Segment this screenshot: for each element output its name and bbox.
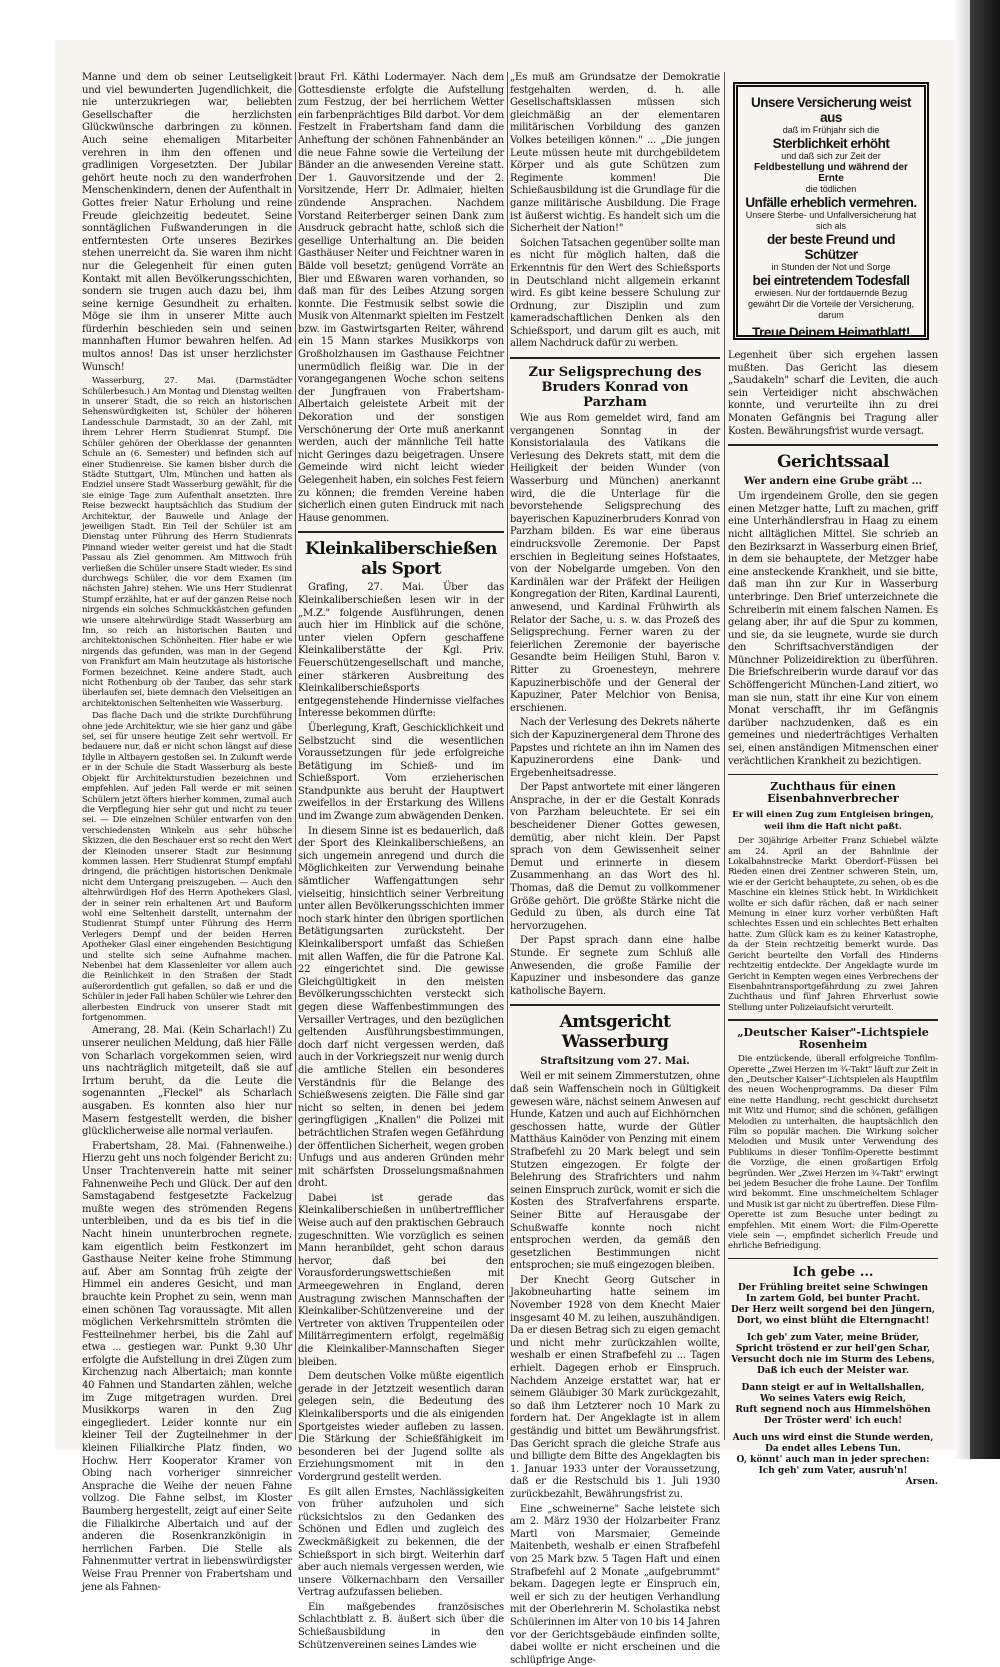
poem-line: Ich geh' zum Vater, ausruh'n! [758,1465,908,1476]
poem-line: In zartem Gold, bei bunter Pracht. [745,1293,921,1304]
ad-line: Unfälle erheblich vermehren. [745,195,917,210]
poem-line: Da endet alles Lebens Tun. [765,1443,901,1454]
article-paragraph: Grafing, 27. Mai. Über das Kleinkaliberschießen lesen wir in der „M.Z." folgende Ausführungen, denen auch hier im Hinblick auf die schöne, unter vielen Opfern geschaffene Kleinkaliberstätte der Kgl. Priv. Feuerschützengesellschaft und manche, einer stärkeren Ausbreitung des Kleinkaliberschießsports entgegenstehende Hindernisse vielfaches Interesse bekommen dürfte: [298,582,504,720]
column-rule [295,72,296,1440]
ad-line: erwiesen. Nur der fortdauernde Bezug gewährt Dir die Vorteile der Versicherung, darum [747,288,915,320]
column-4 [728,350,938,1487]
poem-line: Dann steigt er auf in Weltallshallen, [741,1382,925,1393]
section-divider [728,444,938,446]
column-2 [298,72,504,1651]
article-paragraph: Wie aus Rom gemeldet wird, fand am vergangenen Sonntag in der Konsistorialaula des Vatikans die Verlesung des Dekrets statt, mit dem die Heiligkeit der beiden Wunder (von Wasserburg und München) anerkannt wird, die die Unterlage für die bevorstehende Seligsprechung des bayerischen Kapuzinerbruders Konrad von Parzham bilden. Es war eine überaus eindrucksvolle Zeremonie. Der Papst erschien in Begleitung seines Hofstaates, von der Nobelgarde umgeben. Von den Kardinälen war der Präfekt der Heiligen Kongregation der Riten, Kardinal Laurenti, anwesend, und Kardinal Frühwirth als Relator der Sache, u. s. w. das Prozeß des Seligsprechung. Ferner waren zu der feierlichen Zeremonie der bayerische Gesandte beim Heiligen Stuhl, Baron v. Ritter zu Groenesteyn, mehrere Kapuzinerbischöfe und der General der Kapuziner, Pater Melchior von Benisa, erschienen. [510,413,720,714]
article-paragraph: Der 30jährige Arbeiter Franz Schiebel wälzte am 24. April an der Bahnlinie der Lokalbahnstrecke Markt Oberdorf–Füssen bei Rieden einen drei Zentner schweren Stein, um, wie er der Gericht behauptete, zu sehen, ob es die Maschine ein kleines Stück hebt. In Wirklichkeit wollte er sich dafür rächen, daß er nach seiner Meinung in einer kurz vorher verbüßten Haft schlechtes Essen und ein schlechtes Bett erhalten hatte. Zum Glück kam es zu keiner Katastrophe, da der Stein rechtzeitig bemerkt wurde. Das Gericht beurteilte den Vorfall des Hinderns rechtzeitig entdeckte. Der Angeklagte wurde im Gericht in Kempten wegen eines Verbrechens der Eisenbahntransportgefährdung zu zwei Jahren Zuchthaus und fünf Jahren Ehrverlust sowie Stellung unter Polizeiaufsicht verurteilt. [728,836,938,1013]
poem-line: Spricht tröstend er zur heil'gen Schar, [735,1343,931,1354]
article-paragraph: Der Papst antwortete mit einer längeren Ansprache, in der er die Gestalt Konrads von Parzham beleuchtete. Er sei ein bescheidener Diener Gottes gewesen, demütig, aber nicht klein. Der Papst sprach von dem Gewissenheit seiner Demut und erinnerte in diesem Zusammenhang an das Wort des hl. Thomas, daß die Demut zu vollkommener Größe gehört. Die größte Stärke nicht die Geduld zu üben, als durch eine Tat hervorzugehen. [510,782,720,932]
article-paragraph: Um irgendeinem Grolle, den sie gegen einen Metzger hatte, Luft zu machen, griff eine Unterhändlersfrau in Haag zu einem nicht alltäglichen Mittel. Sie schrieb an den Bezirksarzt in Wasserburg einen Brief, in dem sie behauptete, der Metzger habe eine ansteckende Krankheit, und sie bitte, daß man ihn zur Kur in Wasserburg unterbringe. Den Brief unterzeichnete die Schreiberin mit einem falschen Namen. Es gelang aber, ihr auf die Spur zu kommen, und sie, da sie leugnete, wurde sie durch den Schriftsachverständigen der Münchner Polizeidirektion zu überführen. Die Briefschreiberin wurde darauf vor das Schöffengericht München-Land zitiert, wo man sie nun, statt ihr eine Kur von einem Monat verschafft, ihr im Gefängnis darüber nachzudenken, daß es ein gemeines und niederträchtiges Verhalten sei, einen anständigen Mitmenschen einer verächtlichen Krankheit zu bezichtigen. [728,491,938,767]
poem-line: Der Tröster werd' ich euch! [763,1415,903,1426]
ad-line: daß im Frühjahr sich die [782,125,880,135]
article-paragraph: Solchen Tatsachen gegenüber sollte man es nicht für möglich halten, daß die Erkenntnis für den Wert des Schießsports in Deutschland nicht allgemein erkannt wird. Es gibt keine bessere Schulung zur Ordnung, zur Disziplin und zum kameradschaftlichen Denken als den Schießsport, und darum gilt es auch, mit allem Nachdruck dafür zu werben. [510,237,720,350]
article-paragraph: Dabei ist gerade das Kleinkaliberschießen in unübertrefflicher Weise auch auf den praktischen Gebrauch zugeschnitten. Wie vorzüglich es seinen Mann heranbildet, geht schon daraus hervor, daß bei den Vorausforderungswettschießen mit Armeegewehren in England, deren Austragung zwischen Mannschaften der Kleinkaliber-Schützenvereine und der Vertreter von aktiven Truppenteilen oder Militärregimentern erfolgt, regelmäßig die Kleinkaliber-Mannschaften Sieger bleiben. [298,1192,504,1368]
article-paragraph: Legenheit über sich ergehen lassen mußten. Das Gericht las diesem „Saudakeln" scharf die Leviten, die auch sein Verteidiger nicht abschwächen konnte, und verurteilte ihn zu drei Monaten Gefängnis bei Tragung aller Kosten. Bewährungsfrist wurde versagt. [728,350,938,437]
headline-amtsgericht: Amtsgericht Wasserburg [559,1012,671,1053]
poem-line: Daß ich euch der Meister war. [756,1365,910,1376]
poem-line: Dort, wo einst blüht die Elterngnacht! [736,1315,930,1326]
article-paragraph: Der Papst sprach dann eine halbe Stunde. Er segnete zum Schluß alle Anwesenden, die große Familie der Kapuziner und insbesondere das ganze katholische Bayern. [510,935,720,997]
poem-line: Ich geb' zum Vater, meine Brüder, [746,1332,920,1343]
headline-seligsprechung: Zur Seligsprechung des Bruders Konrad von Parzham [528,365,702,411]
section-divider [728,1258,938,1259]
ad-line: die tödlichen [805,184,857,194]
ad-line: und daß sich zur Zeit der [781,151,881,161]
section-divider [728,774,938,775]
poem [728,1283,938,1487]
article-paragraph: braut Frl. Käthi Lodermayer. Nach dem Gottesdienste erfolgte die Aufstellung zum Festzug, der bei herrlichem Wetter ein farbenprächtiges Bild darbot. Vor dem Festzelt in Frabertsham fand dann die Anheftung der schönen Fahnenbänder an die neue Fahne sowie die Verteilung der Bänder an die anwesenden Vereine statt. Der 1. Gauvorsitzende und der 2. Vorsitzende, Herr Dr. Adlmaier, hielten zündende Ansprachen. Nachdem Vorstand Reiterberger seinen Dank zum Ausdruck gebracht hatte, schloß sich die gesellige Unterhaltung an. Die beiden Gasthäuser Neiter und Feichtner waren in Bälde voll besetzt; genügend Vorräte an Bier und Eßwaren waren vorhanden, so daß man für des Leibes Atzung sorgen konnte. Die Festmusik selbst sowie die Musik von Altenmarkt spielten im Festzelt bzw. im Gastwirtsgarten Reiter, während ein 15 Mann starkes Musikkorps von Großholzhausen im Gasthause Feichtner unermüdlich fleißig war. Die in der vorangegangenen Woche schon seitens der Jungfrauen von Frabertsham-Albertaich geleistete Arbeit mit der Dekoration und der sonstigen Verschönerung der Orte muß anerkannt werden, auch der männliche Teil hatte nicht Geringes dazu beigetragen. Unsere Gemeinde wird nicht leicht wieder Gelegenheit haben, ein solches Fest feiern zu können; die fremden Vereine haben sicherlich einen guten Eindruck mit nach Hause genommen. [298,72,504,524]
subheadline: Wer andern eine Grube gräbt ... [743,476,923,488]
section-divider [728,1019,938,1021]
headline-lichtspiele: „Deutscher Kaiser"-Lichtspiele Rosenheim [737,1026,929,1052]
column-1 [82,72,292,1593]
article-paragraph: In diesem Sinne ist es bedauerlich, daß der Sport des Kleinkaliberschießens, an sich ungemein anregend und durch die Möglichkeiten zur Verwendung beinahe sämtlicher Waffengattungen sehr vielseitig, hinsichtlich seiner Verbreitung unter allen Bevölkerungsschichten immer noch stark hinter den übrigen sportlichen Betätigungsarten zurücksteht. Der Kleinkalibersport umfaßt das Schießen mit allen Waffen, die für die Patrone Kal. 22 eingerichtet sind. Die gewisse Gleichgültigkeit in den meisten Bevölkerungsschichten versteckt sich gegen diese Waffenbestimmungen des Versailler Vertrages, und den bezüglichen geltenden Ausführungsbestimmungen, doch darf nicht vergessen werden, daß auch in der Vorkriegszeit nur wenig durch die amtliche Stellen ein besonderes Verständnis für die Belange des Schießwesens zeigten. Die Fälle sind gar nicht so selten, in denen bei jedem geringfügigen „Knallen" die Polizei mit beträchtlichen Strafen wegen Gefährdung der öffentlichen Sicherheit, wegen groben Unfugs und aus anderen Gründen mehr mit schärfsten Drosselungsmaßnahmen droht. [298,825,504,1190]
poem-line: Der Frühling breitet seine Schwingen [737,1282,929,1293]
poem-line: Wo seines Vaters ewig Reich, [759,1393,907,1404]
ad-line: Sterblichkeit erhöht [772,136,890,151]
column-rule [724,72,725,1440]
article-paragraph: Die entzückende, überall erfolgreiche Tonfilm-Operette „Zwei Herzen im ¾-Takt" läuft zur Zeit in den „Deutscher Kaiser"-Lichtspielen als Hauptfilm des neuen Wochenprogramms. Da dieser Film eine nette Handlung, recht geschickt durchsetzt mit Witz und Humor, sind die schönen, gefälligen Melodien zu unterhalten, die hauptsächlich den Film so populär machen. Die Wirkung solcher Melodien und Musik unter Verwendung des Publikums in dieser Tonfilm-Operette bestimmt die Vorzüge, die einen großartigen Erfolg begründen. Wer „Zwei Herzen im ¾-Takt" erwingt bei jedem Besucher die frohe Laune. Der Tonfilm wird bekommt. Eine unschmeicheltem Schlager und Musik ist gar nicht zu übertreffen. Diese Film-Operette ist zum Besuche unter bedingt zu empfehlen. Mit einem Wort: die Film-Operette viele sein —, empfindet sicherlich Freude und ehrliche Befriedigung. [728,1054,938,1252]
article-paragraph: Das flache Dach und die strikte Durchführung ohne jede Architektur, wie sie hier ganz und gäbe sei, sei für unsere heutige Zeit sehr wertvoll. Er bedauere nur, daß er nicht schon längst auf diese Idylle in Altbayern gestoßen sei. In Zukunft werde er in der Schule die Stadt Wasserburg als beste Objekt für Architekturstudien bezeichnen und empfehlen. Auf jeden Fall werde er mit seinen Schülern jetzt öfters hierher kommen, zumal auch die Verpflegung hier sehr gut und nicht zu teuer sei. — Die einzelnen Schüler entwarfen von den verschiedensten Winkeln aus sehr hübsche Skizzen, die den Beschauer erst so recht den Wert der Kleinoden unserer Stadt zur Besinnung kommen lassen. Herr Studienrat Stumpf empfahl dringend, die prächtigen historischen Denkmale nicht dem Untergang preiszugeben. — Auch den altehrwürdigen Hof des Herrn Apothekers Glasl, der in seiner rein erhaltenen Art und Bauform wohl eine Seltenheit darstellt, unternahm der Studienrat Stumpf unter Führung des Herrn Verlegers Dempf und der beiden Herren Apotheker Glasl einer eingehenden Besichtigung und stellte sich seine Aufnahme machen. Nebenbei hat dem Klassenleiter vor allem auch die Reinlichkeit in den Straßen der Stadt außerordentlich gut gefallen, so daß er und die Schüler in jeder Fall haben Schüler wie Lehrer den allerbesten Eindruck von unserer Stadt mit fortgenommen. [82,711,292,1024]
article-paragraph: Weil er mit seinem Zimmerstutzen, ohne daß sein Waffenschein noch in Gültigkeit gewesen wäre, nächst seinem Anwesen auf Hunde, Katzen und auch auf Eichhörnchen geschossen hatte, wurde der Gütler Matthäus Kainöder von Penzing mit einem Strafbefehl zu 20 Mark belegt und sein Stutzen eingezogen. Er folgte der Belehrung des Strafrichters und nahm seinen Einspruch zurück, womit er sich die Kosten des Strafverfahrens ersparte. Seiner Bitte auf Herausgabe der Schußwaffe konnte noch nicht entsprochen werden, da gemäß den gesetzlichen Bestimmungen nicht entsprochen; sie muß eingezogen bleiben. [510,1071,720,1272]
article-paragraph: Eine „schweinerne" Sache leistete sich am 2. März 1930 der Holzarbeiter Franz Martl von Marsmaier, Gemeinde Maitenbeth, weshalb er einen Strafbefehl von 25 Mark bzw. 5 Tagen Haft und einen Strafbefehl auf 2 Monate „aufgebrummt" bekam. Dagegen legte er Einspruch ein, weil er sich zu der heutigen Verhandlung mit der Oberlehrerin M. Scholastika nebst Schülerinnen im Alter von 10 bis 14 Jahren vor der Gerichtsgebäude einfinden sollte, dabei wollte er nicht erscheinen und die schlüpfrige Ange- [510,1503,720,1666]
subheadline: Er will einen Zug zum Entgleisen bringen, weil ihm die Haft nicht paßt. [732,810,934,833]
poem-line: O, könnt' auch man in jeder sprechen: [736,1454,930,1465]
ad-line: Feldbestellung und während der Ernte [754,162,908,184]
headline-kleinkaliber: Kleinkaliberschießen als Sport [305,539,497,580]
poem-line: Ruft segnend noch aus Himmelshöhen [735,1404,931,1415]
article-paragraph: Frabertsham, 28. Mai. (Fahnenweihe.) Hierzu geht uns noch folgender Bericht zu: Unser Trachtenverein hatte mit seiner Fahnenweihe Pech und Glück. Der auf den Samstagabend festgesetzte Fackelzug mußte wegen des strömenden Regens unterbleiben, und da es bis tief in die Nacht hinein ununterbrochen regnete, kam eigentlich beim Festkonzert im Gasthause Neiter keine frohe Stimmung auf. Aber am Sonntag früh zeigte der Himmel ein anderes Gesicht, und man brauchte kein Prophet zu sein, wenn man einen schönen Tag voraussagte. Mit allen möglichen Verkehrsmitteln strömten die Festteilnehmer herbei, bis die Zahl auf etwa ... gestiegen war. Punkt 9.30 Uhr erfolgte die Aufstellung in drei Zügen zum Kirchenzug nach Albertaich; man konnte 40 Fahnen und Standarten zählen, welche im Zuge mitgetragen wurden. Drei Musikkorps waren in den Zug eingegliedert. Leider konnte nur ein kleiner Teil der Zugteilnehmer in der kleinen Filialkirche Platz finden, wo Hochw. Herr Kooperator Kramer von Obing nach vorheriger sinnreicher Ansprache die Weihe der neuen Fahne vollzog. Die Fahne selbst, im Kloster Baumberg hergestellt, zeigt auf einer Seite die Filialkirche Albertaich und auf der anderen die Rosenkranzkönigin in herrlichen Farben. Die Stelle als Fahnenmutter vertrat in liebenswürdigster Weise Frau Prenner von Frabertsham und jene als Fahnen- [82,1140,292,1593]
ad-line: bei eintretendem Todesfall [752,273,910,288]
ad-line: in Stunden der Not und Sorge [771,262,891,272]
column-rule [507,72,508,1440]
headline-ich-gehe: Ich gebe ... [792,1264,874,1280]
section-divider [510,357,720,359]
article-paragraph: Wasserburg, 27. Mai. (Darmstädter Schülerbesuch.) Am Montag und Dienstag weilten in unserer Stadt, die so reich an historischen Sehenswürdigkeiten ist, Schüler der höheren Landesschule Darmstadt, 30 an der Zahl, mit ihrem Lehrer Herrn Studienrat Stumpf. Die Schüler gehören der Oberklasse der genannten Schule an (6. Semester) und befinden sich auf einer Studienreise. Sie kamen bisher durch die Städte Stuttgart, Ulm, München und hatten als Endziel unsere Stadt Wasserburg gewählt, für die sie einige Tage zum Aufenthalt ansetzten. Ihre Reise bezweckt hauptsächlich das Studium der Architektur, der Bauweile und Anlage der jeweiligen Stadt. Ein Teil der Schüler ist am Dienstag unter Führung des Herrn Studienrats Pinnand wieder weiter gereist und hat die Stadt Passau als Ziel genommen. Am Mittwoch früh verließen die Schüler unsere Stadt wieder. Es sind durchwegs Schüler, die vor dem Examen (im nächsten Jahre) stehen. Wie uns Herr Studienrat Stumpf erzählte, hat er auf der ganzen Reise noch nirgends ein solches Schmuckkästchen gefunden wie unsere altehrwürdige Stadt Wasserburg am Inn, so reich an historischen Bauten und architektonischen Schönheiten. Hier habe er wie nirgends das gefunden, was man in der Gegend von Frankfurt am Main heutzutage als historische Formen bezeichnet. Keine andere Stadt, auch nicht Rothenburg ob der Tauber, das sehr stark überlaufen sei, biete demnach den Vielseitigen an architektonischen Seltenheiten wie Wasserburg. [82,376,292,709]
ad-line: der beste Freund und Schützer [766,232,895,262]
article-paragraph: Ein maßgebendes französisches Schlachtblatt z. B. äußert sich über die Schießausbildung in den Schützenvereinen seines Landes wie [298,1601,504,1651]
article-paragraph: Überlegung, Kraft, Geschicklichkeit und Selbstzucht sind die wesentlichen Voraussetzungen für jede erfolgreiche Betätigung im Schieß- und im Schießsport. Vom erzieherischen Standpunkte aus beruht der Hauptwert zweifellos in der Erstarkung des Willens und im Zwange zum abwägenden Denken. [298,722,504,823]
section-divider [510,1004,720,1006]
subheadline: Straftsitzung vom 27. Mai. [540,1056,690,1068]
article-paragraph: Nach der Verlesung des Dekrets näherte sich der Kapuzinergeneral dem Throne des Papstes und richtete an ihn im Namen des Kapuzinerordens eine Dank- und Ergebenheitsadresse. [510,717,720,779]
section-divider [298,531,504,533]
article-paragraph: Manne und dem ob seiner Leutseligkeit und viel bewunderten Jugendlichkeit, die nie unterzukriegen war, beliebten Gesellschafter die herzlichsten Glückwünsche darbringen zu können. Auch seine ehemaligen Mitarbeiter verehren in ihm den offenen und gradlinigen Vorgesetzten. Der Jubilar gehört heute noch zu den wanderfrohen Menschenkindern, denen der Aufenthalt in Gottes freier Natur Erholung und reine Freude gleichzeitig bedeutet. Seine sonntäglichen Fußwanderungen in die entferntesten Orte unseres Bezirkes stehen unerreicht da. Sie waren ihm nicht nur die Gelegenheit für einen guten Kontakt mit allen Bevölkerungsschichten, sondern sie trugen auch dazu bei, ihm seine kernige Gesundheit zu erhalten. Möge sie ihm in unserer Mitte auch fürderhin beschieden sein und seinen mannhaften Humor bewahren helfen. Ad multos annos! Das ist unser herzlichster Wunsch! [82,72,292,373]
ad-line: Unsere Versicherung weist aus [750,95,912,125]
article-paragraph: Es gilt allen Ernstes, Nachlässigkeiten von früher aufzuholen und sich rücksichtslos zu den Gedanken des Schönen und Edlen und zugleich des Zweckmäßigkeit zu bekennen, die der Schießsport in sich birgt. Weiterhin darf aber auch niemals vergessen werden, wie unsere Völkernachbarn den Versailler Vertrag aufzufassen belieben. [298,1486,504,1599]
article-paragraph: Amerang, 28. Mai. (Kein Scharlach!) Zu unserer neulichen Meldung, daß hier Fälle von Scharlach vorgekommen seien, wird uns nachträglich mitgeteilt, daß sie auf Irrtum beruht, da die Leute die sogenannten „Fleckel" als Scharlach ausgaben. Es konnten also hier nur Masern festgestellt werden, die bisher glücklicherweise alle normal verlaufen. [82,1025,292,1138]
insurance-advertisement [733,82,929,340]
ad-line: Unsere Sterbe- und Unfallversicherung hat sich als [745,210,917,231]
headline-zuchthaus: Zuchthaus für einen Eisenbahnverbrecher [767,780,899,806]
ad-line: Treue Deinem Heimatblatt! [752,325,910,340]
poem-signature: Arsen. [905,1476,938,1487]
headline-gerichtssaal: Gerichtssaal [777,452,889,473]
article-paragraph: Dem deutschen Volke müßte eigentlich gerade in der Jetztzeit wesentlich daran gelegen sein, die Bedeutung des Kleinkalibersports und die als einigenden Sportgeistes wieder aufleben zu lassen. Die Stärkung der Schießfähigkeit im besonderen bei der Jugend sollte als Erziehungsmoment mit in den Vordergrund gestellt werden. [298,1371,504,1483]
scan-dark-border [970,0,1000,1459]
poem-line: Auch uns wird einst die Stunde werden, [732,1432,934,1443]
article-paragraph: Der Knecht Georg Gutscher in Jakobneuharting hatte seinem im November 1928 von dem Knecht Maier insgesamt 40 M. zu leihen, auszuhändigen. Da er diesen Betrag sich zu eigen gemacht und nicht mehr zurückzahlen wollte, weshalb er einen Strafbefehl zu ... Tagen erhielt. Dagegen erhob er Einspruch. Nachdem Anzeige erstattet war, hat er seinem Gläubiger 30 Mark zurückgezahlt, so daß ihm Letzterer noch 10 Mark zu fordern hat. Der Angeklagte ist in allem geständig und bittet um Bewährungsfrist. Das Gericht sprach die gleiche Strafe aus und billigte dem Bitte des Angeklagten bis 1. Januar 1933 unter der Voraussetzung, daß er die Restschuld bis 1. Juli 1930 zurückbezahlt, Bewährungsfrist zu. [510,1274,720,1500]
page-edge-shadow [955,0,970,1459]
column-3 [510,72,720,1666]
poem-line: Der Herz weilt sorgend bei den Jüngern, [730,1304,936,1315]
article-paragraph: „Es muß am Grundsatze der Demokratie festgehalten werden, d. h. alle Gesellschaftsklassen müssen sich gleichmäßig an der elementaren militärischen Vorbildung des ganzen Volkes beteiligen können." ... „Die jungen Leute müssen heute mit durchgebildetem Körper und als gute Schützen zum Regimente kommen! Die Schießausbildung ist die Grundlage für die ganze militärische Ausbildung. Die Frage ist äußerst wichtig. Es handelt sich um die Sicherheit der Nation!" [510,72,720,235]
poem-line: Versucht doch nie im Sturm des Lebens, [731,1354,935,1365]
